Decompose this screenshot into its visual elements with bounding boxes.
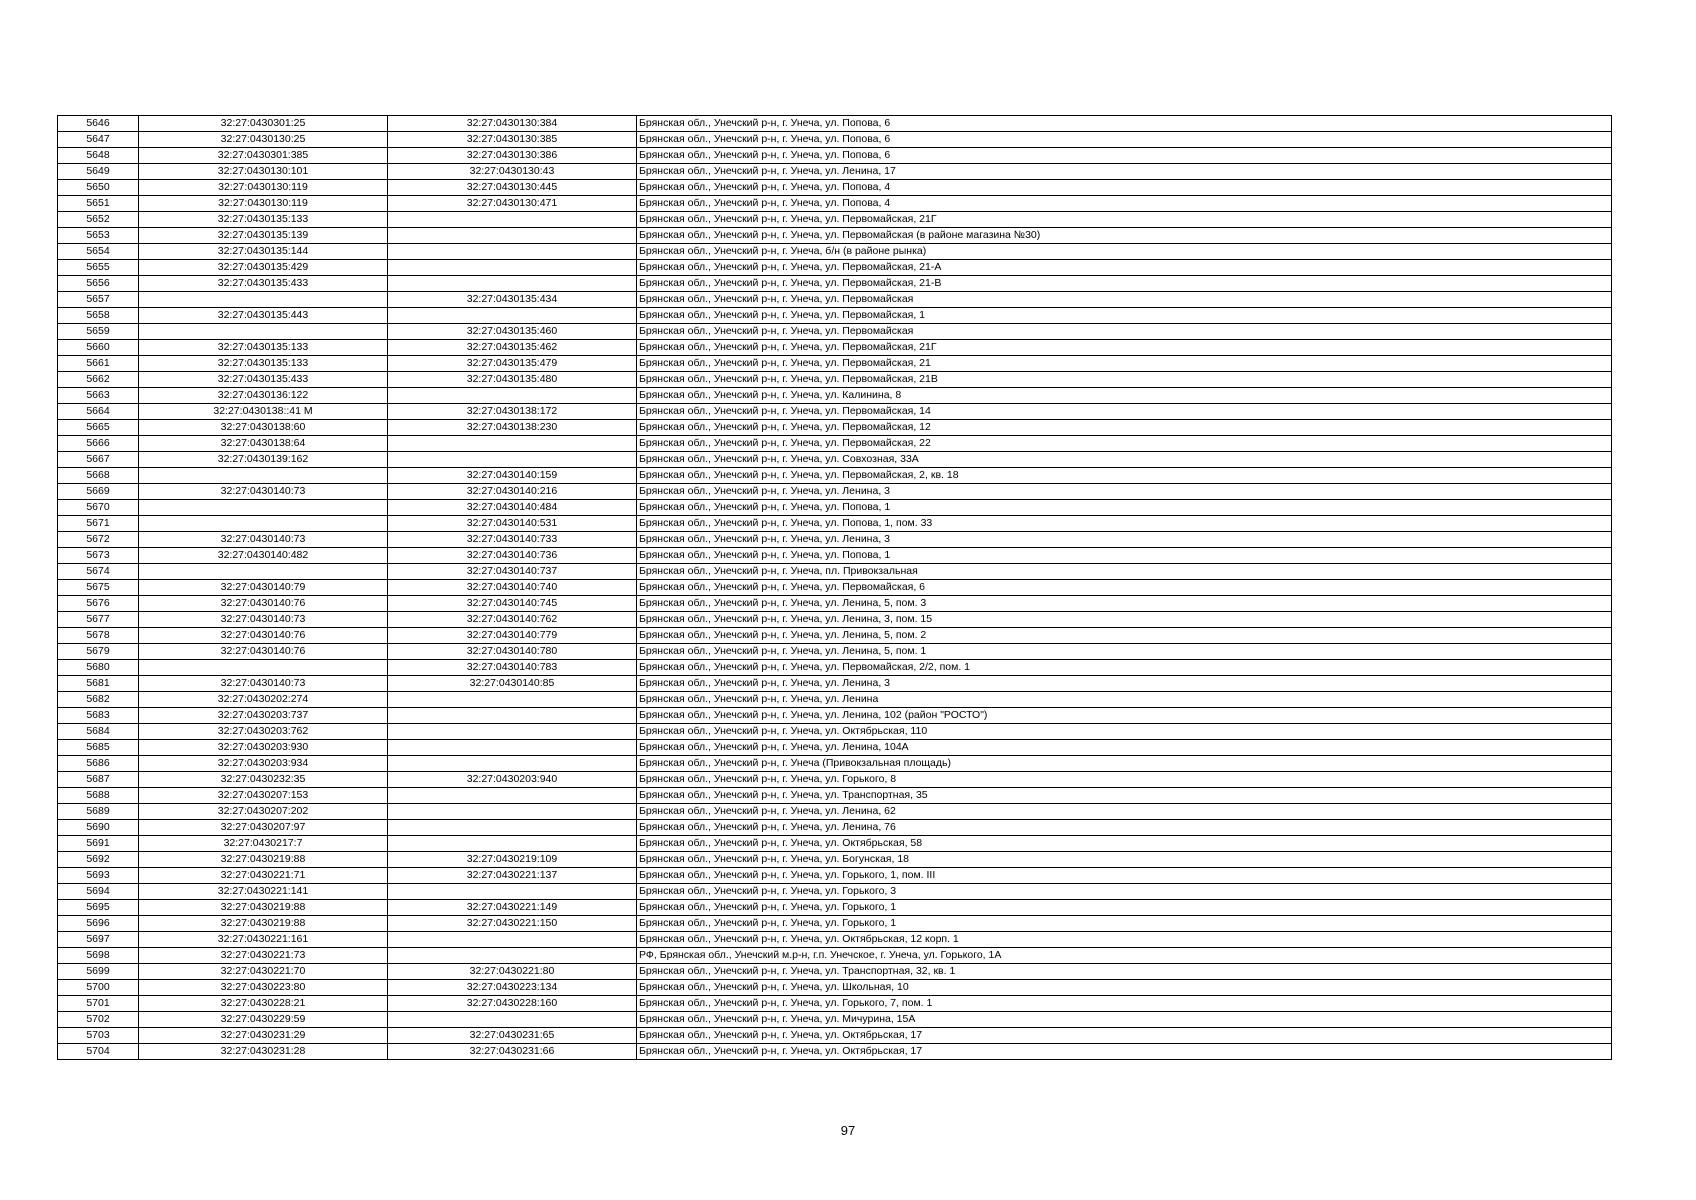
address-cell: Брянская обл., Унечский р-н, г. Унеча, ул. Октябрьская, 17 xyxy=(637,1028,1612,1044)
object-cadastral-number-cell: 32:27:0430140:159 xyxy=(388,468,637,484)
row-number-cell: 5677 xyxy=(58,612,139,628)
row-number-cell: 5686 xyxy=(58,756,139,772)
address-cell: Брянская обл., Унечский р-н, г. Унеча, пл. Привокзальная xyxy=(637,564,1612,580)
row-number-cell: 5670 xyxy=(58,500,139,516)
parcel-cadastral-number-cell: 32:27:0430140:73 xyxy=(139,532,388,548)
parcel-cadastral-number-cell xyxy=(139,516,388,532)
address-cell: Брянская обл., Унечский р-н, г. Унеча, ул. Первомайская, 14 xyxy=(637,404,1612,420)
object-cadastral-number-cell xyxy=(388,708,637,724)
object-cadastral-number-cell: 32:27:0430138:172 xyxy=(388,404,637,420)
address-cell: Брянская обл., Унечский р-н, г. Унеча, ул. Первомайская, 21Г xyxy=(637,212,1612,228)
object-cadastral-number-cell: 32:27:0430138:230 xyxy=(388,420,637,436)
object-cadastral-number-cell: 32:27:0430219:109 xyxy=(388,852,637,868)
parcel-cadastral-number-cell: 32:27:0430140:79 xyxy=(139,580,388,596)
address-cell: Брянская обл., Унечский р-н, г. Унеча, ул. Попова, 6 xyxy=(637,148,1612,164)
address-cell: Брянская обл., Унечский р-н, г. Унеча, ул. Первомайская, 21Г xyxy=(637,340,1612,356)
row-number-cell: 5694 xyxy=(58,884,139,900)
parcel-cadastral-number-cell: 32:27:0430130:119 xyxy=(139,180,388,196)
address-cell: Брянская обл., Унечский р-н, г. Унеча, ул. Ленина, 104А xyxy=(637,740,1612,756)
address-cell: Брянская обл., Унечский р-н, г. Унеча, ул. Мичурина, 15А xyxy=(637,1012,1612,1028)
row-number-cell: 5660 xyxy=(58,340,139,356)
address-cell: Брянская обл., Унечский р-н, г. Унеча, ул. Горького, 1, пом. III xyxy=(637,868,1612,884)
parcel-cadastral-number-cell: 32:27:0430207:153 xyxy=(139,788,388,804)
table-row xyxy=(58,420,1612,436)
address-cell: Брянская обл., Унечский р-н, г. Унеча, ул. Первомайская xyxy=(637,324,1612,340)
row-number-cell: 5668 xyxy=(58,468,139,484)
row-number-cell: 5663 xyxy=(58,388,139,404)
row-number-cell: 5703 xyxy=(58,1028,139,1044)
address-cell: Брянская обл., Унечский р-н, г. Унеча, ул. Ленина, 17 xyxy=(637,164,1612,180)
object-cadastral-number-cell xyxy=(388,884,637,900)
table-row xyxy=(58,564,1612,580)
parcel-cadastral-number-cell: 32:27:0430207:97 xyxy=(139,820,388,836)
row-number-cell: 5697 xyxy=(58,932,139,948)
cadastral-table xyxy=(57,115,1612,1060)
row-number-cell: 5691 xyxy=(58,836,139,852)
parcel-cadastral-number-cell xyxy=(139,564,388,580)
address-cell: Брянская обл., Унечский р-н, г. Унеча, ул. Ленина, 3 xyxy=(637,676,1612,692)
parcel-cadastral-number-cell: 32:27:0430221:70 xyxy=(139,964,388,980)
row-number-cell: 5674 xyxy=(58,564,139,580)
object-cadastral-number-cell: 32:27:0430140:85 xyxy=(388,676,637,692)
address-cell: Брянская обл., Унечский р-н, г. Унеча, ул. Попова, 1, пом. 33 xyxy=(637,516,1612,532)
object-cadastral-number-cell: 32:27:0430228:160 xyxy=(388,996,637,1012)
parcel-cadastral-number-cell: 32:27:0430221:141 xyxy=(139,884,388,900)
object-cadastral-number-cell: 32:27:0430140:736 xyxy=(388,548,637,564)
parcel-cadastral-number-cell: 32:27:0430140:482 xyxy=(139,548,388,564)
object-cadastral-number-cell xyxy=(388,948,637,964)
row-number-cell: 5654 xyxy=(58,244,139,260)
row-number-cell: 5688 xyxy=(58,788,139,804)
row-number-cell: 5687 xyxy=(58,772,139,788)
object-cadastral-number-cell xyxy=(388,436,637,452)
table-row xyxy=(58,676,1612,692)
object-cadastral-number-cell: 32:27:0430223:134 xyxy=(388,980,637,996)
address-cell: Брянская обл., Унечский р-н, г. Унеча, ул. Первомайская, 6 xyxy=(637,580,1612,596)
row-number-cell: 5657 xyxy=(58,292,139,308)
object-cadastral-number-cell: 32:27:0430135:479 xyxy=(388,356,637,372)
row-number-cell: 5696 xyxy=(58,916,139,932)
table-row xyxy=(58,804,1612,820)
row-number-cell: 5673 xyxy=(58,548,139,564)
parcel-cadastral-number-cell: 32:27:0430221:71 xyxy=(139,868,388,884)
object-cadastral-number-cell: 32:27:0430130:386 xyxy=(388,148,637,164)
address-cell: Брянская обл., Унечский р-н, г. Унеча, ул. Горького, 7, пом. 1 xyxy=(637,996,1612,1012)
row-number-cell: 5689 xyxy=(58,804,139,820)
object-cadastral-number-cell xyxy=(388,388,637,404)
table-row xyxy=(58,660,1612,676)
parcel-cadastral-number-cell xyxy=(139,324,388,340)
table-row xyxy=(58,500,1612,516)
parcel-cadastral-number-cell: 32:27:0430228:21 xyxy=(139,996,388,1012)
object-cadastral-number-cell: 32:27:0430231:66 xyxy=(388,1044,637,1060)
parcel-cadastral-number-cell: 32:27:0430207:202 xyxy=(139,804,388,820)
address-cell: Брянская обл., Унечский р-н, г. Унеча, ул. Горького, 1 xyxy=(637,900,1612,916)
parcel-cadastral-number-cell: 32:27:0430217:7 xyxy=(139,836,388,852)
row-number-cell: 5681 xyxy=(58,676,139,692)
row-number-cell: 5700 xyxy=(58,980,139,996)
parcel-cadastral-number-cell: 32:27:0430135:433 xyxy=(139,276,388,292)
row-number-cell: 5701 xyxy=(58,996,139,1012)
table-row xyxy=(58,740,1612,756)
object-cadastral-number-cell: 32:27:0430140:783 xyxy=(388,660,637,676)
table-row xyxy=(58,1044,1612,1060)
object-cadastral-number-cell xyxy=(388,820,637,836)
table-row xyxy=(58,932,1612,948)
parcel-cadastral-number-cell: 32:27:0430203:930 xyxy=(139,740,388,756)
row-number-cell: 5655 xyxy=(58,260,139,276)
row-number-cell: 5656 xyxy=(58,276,139,292)
object-cadastral-number-cell: 32:27:0430221:137 xyxy=(388,868,637,884)
address-cell: Брянская обл., Унечский р-н, г. Унеча, ул. Ленина, 5, пом. 3 xyxy=(637,596,1612,612)
row-number-cell: 5679 xyxy=(58,644,139,660)
table-row xyxy=(58,628,1612,644)
page-number: 97 xyxy=(840,1123,856,1138)
parcel-cadastral-number-cell: 32:27:0430135:139 xyxy=(139,228,388,244)
table-row xyxy=(58,548,1612,564)
table-row xyxy=(58,244,1612,260)
object-cadastral-number-cell: 32:27:0430221:150 xyxy=(388,916,637,932)
parcel-cadastral-number-cell: 32:27:0430203:762 xyxy=(139,724,388,740)
object-cadastral-number-cell xyxy=(388,244,637,260)
parcel-cadastral-number-cell: 32:27:0430223:80 xyxy=(139,980,388,996)
object-cadastral-number-cell: 32:27:0430140:737 xyxy=(388,564,637,580)
parcel-cadastral-number-cell: 32:27:0430221:161 xyxy=(139,932,388,948)
address-cell: Брянская обл., Унечский р-н, г. Унеча, ул. Ленина, 62 xyxy=(637,804,1612,820)
parcel-cadastral-number-cell: 32:27:0430135:133 xyxy=(139,340,388,356)
table-row xyxy=(58,1028,1612,1044)
object-cadastral-number-cell xyxy=(388,724,637,740)
object-cadastral-number-cell: 32:27:0430203:940 xyxy=(388,772,637,788)
object-cadastral-number-cell: 32:27:0430221:80 xyxy=(388,964,637,980)
address-cell: Брянская обл., Унечский р-н, г. Унеча, ул. Ленина xyxy=(637,692,1612,708)
address-cell: Брянская обл., Унечский р-н, г. Унеча, ул. Первомайская (в районе магазина №30) xyxy=(637,228,1612,244)
object-cadastral-number-cell: 32:27:0430140:762 xyxy=(388,612,637,628)
object-cadastral-number-cell xyxy=(388,836,637,852)
address-cell: Брянская обл., Унечский р-н, г. Унеча, ул. Первомайская, 2/2, пом. 1 xyxy=(637,660,1612,676)
parcel-cadastral-number-cell xyxy=(139,660,388,676)
object-cadastral-number-cell: 32:27:0430130:445 xyxy=(388,180,637,196)
row-number-cell: 5658 xyxy=(58,308,139,324)
row-number-cell: 5666 xyxy=(58,436,139,452)
parcel-cadastral-number-cell: 32:27:0430140:73 xyxy=(139,676,388,692)
row-number-cell: 5648 xyxy=(58,148,139,164)
parcel-cadastral-number-cell: 32:27:0430203:934 xyxy=(139,756,388,772)
address-cell: Брянская обл., Унечский р-н, г. Унеча, ул. Попова, 4 xyxy=(637,196,1612,212)
object-cadastral-number-cell xyxy=(388,308,637,324)
parcel-cadastral-number-cell: 32:27:0430135:133 xyxy=(139,356,388,372)
row-number-cell: 5704 xyxy=(58,1044,139,1060)
parcel-cadastral-number-cell xyxy=(139,468,388,484)
object-cadastral-number-cell: 32:27:0430140:216 xyxy=(388,484,637,500)
table-row xyxy=(58,756,1612,772)
table-row xyxy=(58,340,1612,356)
address-cell: Брянская обл., Унечский р-н, г. Унеча, ул. Горького, 3 xyxy=(637,884,1612,900)
address-cell: Брянская обл., Унечский р-н, г. Унеча, ул. Первомайская xyxy=(637,292,1612,308)
address-cell: Брянская обл., Унечский р-н, г. Унеча, ул. Ленина, 3 xyxy=(637,532,1612,548)
object-cadastral-number-cell xyxy=(388,692,637,708)
object-cadastral-number-cell: 32:27:0430135:480 xyxy=(388,372,637,388)
table-row xyxy=(58,788,1612,804)
table-row xyxy=(58,772,1612,788)
parcel-cadastral-number-cell: 32:27:0430135:443 xyxy=(139,308,388,324)
table-row xyxy=(58,820,1612,836)
row-number-cell: 5702 xyxy=(58,1012,139,1028)
row-number-cell: 5649 xyxy=(58,164,139,180)
address-cell: Брянская обл., Унечский р-н, г. Унеча, ул. Попова, 1 xyxy=(637,500,1612,516)
address-cell: Брянская обл., Унечский р-н, г. Унеча, ул. Первомайская, 21В xyxy=(637,372,1612,388)
table-row xyxy=(58,964,1612,980)
row-number-cell: 5669 xyxy=(58,484,139,500)
address-cell: Брянская обл., Унечский р-н, г. Унеча (Привокзальная площадь) xyxy=(637,756,1612,772)
address-cell: Брянская обл., Унечский р-н, г. Унеча, ул. Ленина, 3 xyxy=(637,484,1612,500)
row-number-cell: 5699 xyxy=(58,964,139,980)
object-cadastral-number-cell xyxy=(388,788,637,804)
address-cell: Брянская обл., Унечский р-н, г. Унеча, ул. Совхозная, 33А xyxy=(637,452,1612,468)
row-number-cell: 5647 xyxy=(58,132,139,148)
row-number-cell: 5652 xyxy=(58,212,139,228)
object-cadastral-number-cell xyxy=(388,804,637,820)
row-number-cell: 5698 xyxy=(58,948,139,964)
row-number-cell: 5685 xyxy=(58,740,139,756)
object-cadastral-number-cell xyxy=(388,276,637,292)
parcel-cadastral-number-cell: 32:27:0430130:25 xyxy=(139,132,388,148)
parcel-cadastral-number-cell: 32:27:0430138::41 М xyxy=(139,404,388,420)
object-cadastral-number-cell: 32:27:0430130:385 xyxy=(388,132,637,148)
table-row xyxy=(58,644,1612,660)
address-cell: Брянская обл., Унечский р-н, г. Унеча, ул. Горького, 8 xyxy=(637,772,1612,788)
parcel-cadastral-number-cell: 32:27:0430221:73 xyxy=(139,948,388,964)
object-cadastral-number-cell xyxy=(388,260,637,276)
table-row xyxy=(58,212,1612,228)
row-number-cell: 5676 xyxy=(58,596,139,612)
row-number-cell: 5664 xyxy=(58,404,139,420)
parcel-cadastral-number-cell: 32:27:0430130:119 xyxy=(139,196,388,212)
table-row xyxy=(58,292,1612,308)
object-cadastral-number-cell: 32:27:0430231:65 xyxy=(388,1028,637,1044)
row-number-cell: 5690 xyxy=(58,820,139,836)
address-cell: Брянская обл., Унечский р-н, г. Унеча, ул. Попова, 1 xyxy=(637,548,1612,564)
parcel-cadastral-number-cell: 32:27:0430140:76 xyxy=(139,628,388,644)
object-cadastral-number-cell: 32:27:0430140:740 xyxy=(388,580,637,596)
address-cell: Брянская обл., Унечский р-н, г. Унеча, ул. Транспортная, 35 xyxy=(637,788,1612,804)
object-cadastral-number-cell: 32:27:0430140:733 xyxy=(388,532,637,548)
row-number-cell: 5653 xyxy=(58,228,139,244)
table-row xyxy=(58,948,1612,964)
table-row xyxy=(58,116,1612,132)
address-cell: Брянская обл., Унечский р-н, г. Унеча, ул. Первомайская, 21-А xyxy=(637,260,1612,276)
parcel-cadastral-number-cell: 32:27:0430219:88 xyxy=(139,916,388,932)
table-row xyxy=(58,836,1612,852)
address-cell: Брянская обл., Унечский р-н, г. Унеча, ул. Школьная, 10 xyxy=(637,980,1612,996)
parcel-cadastral-number-cell: 32:27:0430139:162 xyxy=(139,452,388,468)
parcel-cadastral-number-cell: 32:27:0430140:76 xyxy=(139,596,388,612)
row-number-cell: 5659 xyxy=(58,324,139,340)
table-row xyxy=(58,596,1612,612)
parcel-cadastral-number-cell: 32:27:0430301:385 xyxy=(139,148,388,164)
row-number-cell: 5695 xyxy=(58,900,139,916)
row-number-cell: 5650 xyxy=(58,180,139,196)
parcel-cadastral-number-cell: 32:27:0430138:60 xyxy=(139,420,388,436)
address-cell: Брянская обл., Унечский р-н, г. Унеча, ул. Октябрьская, 110 xyxy=(637,724,1612,740)
address-cell: Брянская обл., Унечский р-н, г. Унеча, ул. Ленина, 76 xyxy=(637,820,1612,836)
table-row xyxy=(58,276,1612,292)
address-cell: Брянская обл., Унечский р-н, г. Унеча, ул. Калинина, 8 xyxy=(637,388,1612,404)
address-cell: Брянская обл., Унечский р-н, г. Унеча, ул. Попова, 6 xyxy=(637,116,1612,132)
address-cell: Брянская обл., Унечский р-н, г. Унеча, ул. Первомайская, 21-В xyxy=(637,276,1612,292)
address-cell: Брянская обл., Унечский р-н, г. Унеча, ул. Ленина, 5, пом. 2 xyxy=(637,628,1612,644)
row-number-cell: 5678 xyxy=(58,628,139,644)
address-cell: Брянская обл., Унечский р-н, г. Унеча, ул. Первомайская, 2, кв. 18 xyxy=(637,468,1612,484)
object-cadastral-number-cell: 32:27:0430135:462 xyxy=(388,340,637,356)
table-row xyxy=(58,1012,1612,1028)
table-row xyxy=(58,180,1612,196)
object-cadastral-number-cell xyxy=(388,1012,637,1028)
object-cadastral-number-cell xyxy=(388,452,637,468)
address-cell: Брянская обл., Унечский р-н, г. Унеча, ул. Ленина, 5, пом. 1 xyxy=(637,644,1612,660)
object-cadastral-number-cell: 32:27:0430130:471 xyxy=(388,196,637,212)
table-row xyxy=(58,916,1612,932)
table-row xyxy=(58,356,1612,372)
parcel-cadastral-number-cell: 32:27:0430136:122 xyxy=(139,388,388,404)
row-number-cell: 5680 xyxy=(58,660,139,676)
row-number-cell: 5683 xyxy=(58,708,139,724)
parcel-cadastral-number-cell: 32:27:0430232:35 xyxy=(139,772,388,788)
row-number-cell: 5682 xyxy=(58,692,139,708)
table-body xyxy=(58,116,1612,1060)
address-cell: Брянская обл., Унечский р-н, г. Унеча, ул. Октябрьская, 58 xyxy=(637,836,1612,852)
table-row xyxy=(58,884,1612,900)
table-row xyxy=(58,308,1612,324)
table-row xyxy=(58,228,1612,244)
row-number-cell: 5665 xyxy=(58,420,139,436)
table-row xyxy=(58,164,1612,180)
parcel-cadastral-number-cell: 32:27:0430140:73 xyxy=(139,612,388,628)
object-cadastral-number-cell xyxy=(388,212,637,228)
address-cell: Брянская обл., Унечский р-н, г. Унеча, ул. Попова, 4 xyxy=(637,180,1612,196)
object-cadastral-number-cell: 32:27:0430140:779 xyxy=(388,628,637,644)
address-cell: Брянская обл., Унечский р-н, г. Унеча, ул. Ленина, 3, пом. 15 xyxy=(637,612,1612,628)
address-cell: Брянская обл., Унечский р-н, г. Унеча, ул. Первомайская, 21 xyxy=(637,356,1612,372)
table-row xyxy=(58,980,1612,996)
row-number-cell: 5693 xyxy=(58,868,139,884)
address-cell: Брянская обл., Унечский р-н, г. Унеча, ул. Первомайская, 22 xyxy=(637,436,1612,452)
parcel-cadastral-number-cell: 32:27:0430135:429 xyxy=(139,260,388,276)
parcel-cadastral-number-cell: 32:27:0430219:88 xyxy=(139,852,388,868)
table-row xyxy=(58,692,1612,708)
object-cadastral-number-cell xyxy=(388,740,637,756)
address-cell: Брянская обл., Унечский р-н, г. Унеча, ул. Ленина, 102 (район "РОСТО") xyxy=(637,708,1612,724)
row-number-cell: 5661 xyxy=(58,356,139,372)
address-cell: РФ, Брянская обл., Унечский м.р-н, г.п. Унечское, г. Унеча, ул. Горького, 1А xyxy=(637,948,1612,964)
row-number-cell: 5667 xyxy=(58,452,139,468)
address-cell: Брянская обл., Унечский р-н, г. Унеча, ул. Первомайская, 1 xyxy=(637,308,1612,324)
parcel-cadastral-number-cell: 32:27:0430219:88 xyxy=(139,900,388,916)
table-row xyxy=(58,532,1612,548)
table-row xyxy=(58,468,1612,484)
parcel-cadastral-number-cell: 32:27:0430140:73 xyxy=(139,484,388,500)
parcel-cadastral-number-cell: 32:27:0430135:133 xyxy=(139,212,388,228)
address-cell: Брянская обл., Унечский р-н, г. Унеча, б/н (в районе рынка) xyxy=(637,244,1612,260)
object-cadastral-number-cell: 32:27:0430140:484 xyxy=(388,500,637,516)
object-cadastral-number-cell: 32:27:0430140:531 xyxy=(388,516,637,532)
table-row xyxy=(58,132,1612,148)
table-row xyxy=(58,484,1612,500)
table-row xyxy=(58,724,1612,740)
table-row xyxy=(58,324,1612,340)
parcel-cadastral-number-cell: 32:27:0430202:274 xyxy=(139,692,388,708)
table-row xyxy=(58,372,1612,388)
table-row xyxy=(58,404,1612,420)
table-row xyxy=(58,612,1612,628)
parcel-cadastral-number-cell: 32:27:0430138:64 xyxy=(139,436,388,452)
row-number-cell: 5675 xyxy=(58,580,139,596)
address-cell: Брянская обл., Унечский р-н, г. Унеча, ул. Октябрьская, 17 xyxy=(637,1044,1612,1060)
row-number-cell: 5692 xyxy=(58,852,139,868)
parcel-cadastral-number-cell: 32:27:0430140:76 xyxy=(139,644,388,660)
table-row xyxy=(58,996,1612,1012)
object-cadastral-number-cell: 32:27:0430130:384 xyxy=(388,116,637,132)
table-row xyxy=(58,452,1612,468)
parcel-cadastral-number-cell xyxy=(139,292,388,308)
row-number-cell: 5651 xyxy=(58,196,139,212)
object-cadastral-number-cell xyxy=(388,228,637,244)
table-row xyxy=(58,196,1612,212)
address-cell: Брянская обл., Унечский р-н, г. Унеча, ул. Транспортная, 32, кв. 1 xyxy=(637,964,1612,980)
object-cadastral-number-cell: 32:27:0430135:434 xyxy=(388,292,637,308)
parcel-cadastral-number-cell: 32:27:0430231:29 xyxy=(139,1028,388,1044)
parcel-cadastral-number-cell: 32:27:0430301:25 xyxy=(139,116,388,132)
object-cadastral-number-cell: 32:27:0430140:780 xyxy=(388,644,637,660)
table-row xyxy=(58,852,1612,868)
address-cell: Брянская обл., Унечский р-н, г. Унеча, ул. Богунская, 18 xyxy=(637,852,1612,868)
parcel-cadastral-number-cell: 32:27:0430229:59 xyxy=(139,1012,388,1028)
row-number-cell: 5684 xyxy=(58,724,139,740)
parcel-cadastral-number-cell: 32:27:0430135:144 xyxy=(139,244,388,260)
table-row xyxy=(58,148,1612,164)
table-row xyxy=(58,708,1612,724)
table-row xyxy=(58,580,1612,596)
table-row xyxy=(58,260,1612,276)
object-cadastral-number-cell: 32:27:0430130:43 xyxy=(388,164,637,180)
object-cadastral-number-cell xyxy=(388,932,637,948)
object-cadastral-number-cell: 32:27:0430221:149 xyxy=(388,900,637,916)
address-cell: Брянская обл., Унечский р-н, г. Унеча, ул. Попова, 6 xyxy=(637,132,1612,148)
address-cell: Брянская обл., Унечский р-н, г. Унеча, ул. Горького, 1 xyxy=(637,916,1612,932)
parcel-cadastral-number-cell: 32:27:0430203:737 xyxy=(139,708,388,724)
address-cell: Брянская обл., Унечский р-н, г. Унеча, ул. Первомайская, 12 xyxy=(637,420,1612,436)
object-cadastral-number-cell: 32:27:0430135:460 xyxy=(388,324,637,340)
row-number-cell: 5671 xyxy=(58,516,139,532)
row-number-cell: 5646 xyxy=(58,116,139,132)
parcel-cadastral-number-cell: 32:27:0430130:101 xyxy=(139,164,388,180)
object-cadastral-number-cell: 32:27:0430140:745 xyxy=(388,596,637,612)
parcel-cadastral-number-cell xyxy=(139,500,388,516)
parcel-cadastral-number-cell: 32:27:0430231:28 xyxy=(139,1044,388,1060)
table-row xyxy=(58,436,1612,452)
parcel-cadastral-number-cell: 32:27:0430135:433 xyxy=(139,372,388,388)
row-number-cell: 5672 xyxy=(58,532,139,548)
object-cadastral-number-cell xyxy=(388,756,637,772)
table-row xyxy=(58,868,1612,884)
address-cell: Брянская обл., Унечский р-н, г. Унеча, ул. Октябрьская, 12 корп. 1 xyxy=(637,932,1612,948)
table-row xyxy=(58,388,1612,404)
table-row xyxy=(58,900,1612,916)
row-number-cell: 5662 xyxy=(58,372,139,388)
table-row xyxy=(58,516,1612,532)
